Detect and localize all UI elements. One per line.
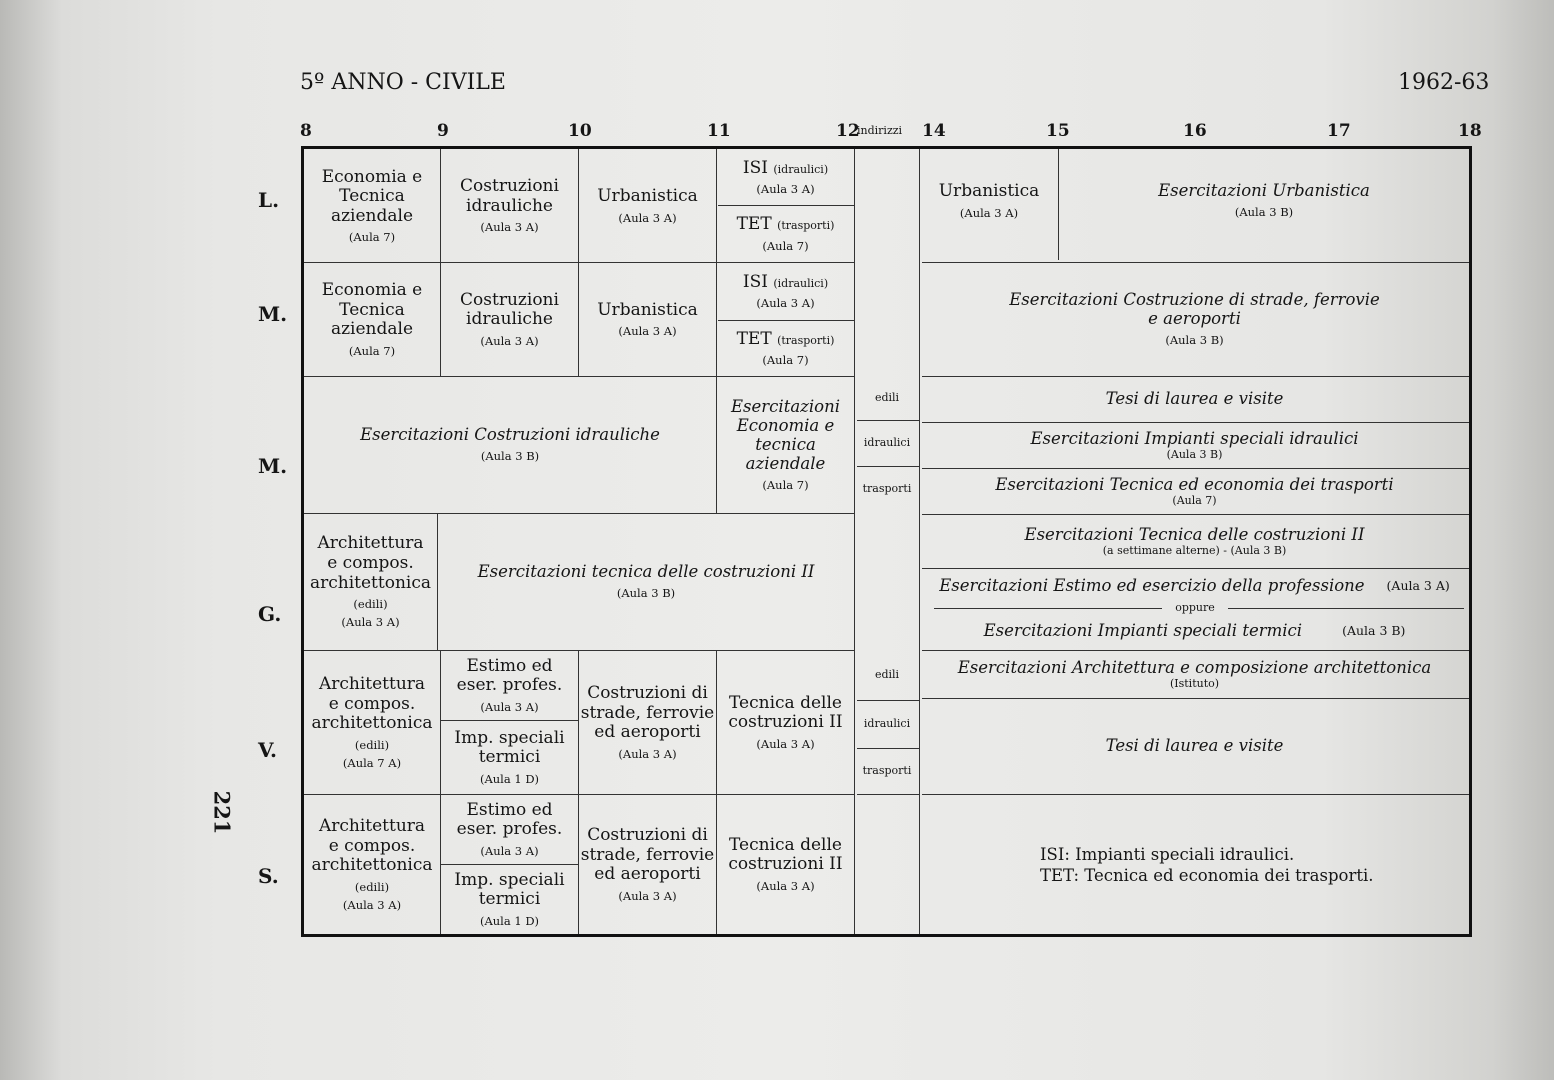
indirizzo-idraulici: idraulici bbox=[863, 717, 911, 731]
indirizzo-edili: edili bbox=[874, 391, 900, 405]
cell-thursday-architettura: Architettura e compos. architettonica (edili) (Aula 3 A) bbox=[309, 533, 431, 630]
cell-tuesday-economia: Economia e Tecnica aziendale (Aula 7) bbox=[321, 280, 423, 358]
legend-isi: ISI: Impianti speciali idraulici. bbox=[1040, 845, 1295, 864]
cell-thursday-tecnica-costruzioni: Esercitazioni Tecnica delle costruzioni II (a settimane alterne) - (Aula 3 B) bbox=[1024, 524, 1365, 557]
indirizzo-trasporti: trasporti bbox=[862, 481, 912, 495]
cell-monday-costruzioni: Costruzioni idrauliche (Aula 3 A) bbox=[460, 176, 559, 235]
cell-wednesday-isi: Esercitazioni Impianti speciali idraulici (Aula 3 B) bbox=[1030, 428, 1359, 461]
legend bbox=[1040, 844, 1374, 887]
hour-label: 14 bbox=[922, 121, 946, 141]
col-divider bbox=[854, 149, 855, 934]
indirizzo-edili: edili bbox=[874, 668, 900, 682]
cell-saturday-impianti: Imp. speciali termici (Aula 1 D) bbox=[454, 869, 565, 928]
cell-monday-esercitazioni: Esercitazioni Urbanistica (Aula 3 B) bbox=[1158, 181, 1370, 219]
cell-monday-economia: Economia e Tecnica aziendale (Aula 7) bbox=[321, 166, 423, 245]
row-divider bbox=[922, 794, 1469, 795]
page-title: 5º ANNO - CIVILE bbox=[300, 70, 506, 95]
cell-friday-tecnica: Tecnica delle costruzioni II (Aula 3 A) bbox=[728, 692, 843, 751]
cell-friday-tesi: Tesi di laurea e visite bbox=[1105, 736, 1284, 756]
cell-saturday-tecnica: Tecnica delle costruzioni II (Aula 3 A) bbox=[728, 834, 843, 893]
cell-tuesday-urbanistica: Urbanistica (Aula 3 A) bbox=[597, 299, 698, 339]
cell-wednesday-esercitazioni-economia: Esercitazioni Economia e tecnica aziendale (Aula 7) bbox=[731, 396, 840, 492]
hour-label: 10 bbox=[568, 121, 592, 141]
cell-tuesday-isi: ISI (idraulici) (Aula 3 A) bbox=[742, 271, 829, 311]
hour-label: 17 bbox=[1327, 121, 1351, 141]
oppure-label: oppure bbox=[1175, 600, 1215, 614]
page-number: 221 bbox=[209, 790, 235, 835]
hour-label: 11 bbox=[707, 121, 731, 141]
hour-label: 12 bbox=[836, 121, 860, 141]
cell-tuesday-tet: TET (trasporti) (Aula 7) bbox=[736, 328, 835, 368]
indirizzo-trasporti: trasporti bbox=[862, 764, 912, 778]
cell-friday-strade: Costruzioni di strade, ferrovie ed aeroporti (Aula 3 A) bbox=[580, 683, 715, 761]
cell-saturday-estimo: Estimo ed eser. profes. (Aula 3 A) bbox=[456, 799, 563, 858]
hour-label: 16 bbox=[1183, 121, 1207, 141]
cell-friday-impianti: Imp. speciali termici (Aula 1 D) bbox=[454, 727, 565, 786]
academic-year: 1962-63 bbox=[1398, 70, 1490, 95]
cell-wednesday-tesi: Tesi di laurea e visite bbox=[1105, 389, 1284, 409]
day-label: M. bbox=[258, 454, 288, 478]
oppure-line bbox=[934, 608, 1162, 609]
cell-friday-architettura-eserc: Esercitazioni Architettura e composizione architettonica (Istituto) bbox=[957, 657, 1432, 690]
cell-monday-tet: TET (trasporti) (Aula 7) bbox=[736, 214, 835, 253]
hour-label: 15 bbox=[1046, 121, 1070, 141]
sub-divider bbox=[857, 794, 919, 795]
cell-friday-architettura: Architettura e compos. architettonica (edili) (Aula 7 A) bbox=[311, 673, 433, 770]
cell-tuesday-esercitazioni: Esercitazioni Costruzione di strade, ferrovie e aeroporti (Aula 3 B) bbox=[1009, 290, 1380, 348]
indirizzi-label: indirizzi bbox=[857, 124, 903, 137]
day-label: L. bbox=[258, 188, 280, 212]
hour-label: 9 bbox=[437, 121, 449, 141]
day-label: G. bbox=[258, 602, 282, 626]
cell-wednesday-tet: Esercitazioni Tecnica ed economia dei trasporti (Aula 7) bbox=[995, 474, 1394, 507]
cell-monday-isi: ISI (idraulici) (Aula 3 A) bbox=[742, 157, 829, 197]
hour-label: 18 bbox=[1458, 121, 1482, 141]
cell-wednesday-esercitazioni-costruzioni: Esercitazioni Costruzioni idrauliche (Aula 3 B) bbox=[360, 425, 660, 464]
cell-saturday-strade: Costruzioni di strade, ferrovie ed aeroporti (Aula 3 A) bbox=[580, 825, 715, 903]
hour-label: 8 bbox=[300, 121, 312, 141]
indirizzo-idraulici: idraulici bbox=[863, 436, 911, 450]
cell-saturday-architettura: Architettura e compos. architettonica (edili) (Aula 3 A) bbox=[311, 815, 433, 912]
cell-tuesday-costruzioni: Costruzioni idrauliche (Aula 3 A) bbox=[460, 289, 559, 348]
cell-thursday-estimo: Esercitazioni Estimo ed esercizio della professione (Aula 3 A) bbox=[939, 575, 1450, 595]
day-label: V. bbox=[258, 738, 277, 762]
oppure-line bbox=[1228, 608, 1464, 609]
cell-friday-estimo: Estimo ed eser. profes. (Aula 3 A) bbox=[456, 655, 563, 714]
legend-tet: TET: Tecnica ed economia dei trasporti. bbox=[1040, 866, 1374, 886]
cell-monday-urbanistica: Urbanistica (Aula 3 A) bbox=[597, 186, 698, 225]
day-label: S. bbox=[258, 864, 279, 888]
cell-thursday-termici: Esercitazioni Impianti speciali termici (Aula 3 B) bbox=[983, 620, 1406, 640]
day-label: M. bbox=[258, 302, 288, 326]
cell-thursday-esercitazioni-tecnica: Esercitazioni tecnica delle costruzioni II (Aula 3 B) bbox=[477, 562, 815, 601]
cell-monday-urbanistica-pm: Urbanistica (Aula 3 A) bbox=[938, 181, 1040, 220]
